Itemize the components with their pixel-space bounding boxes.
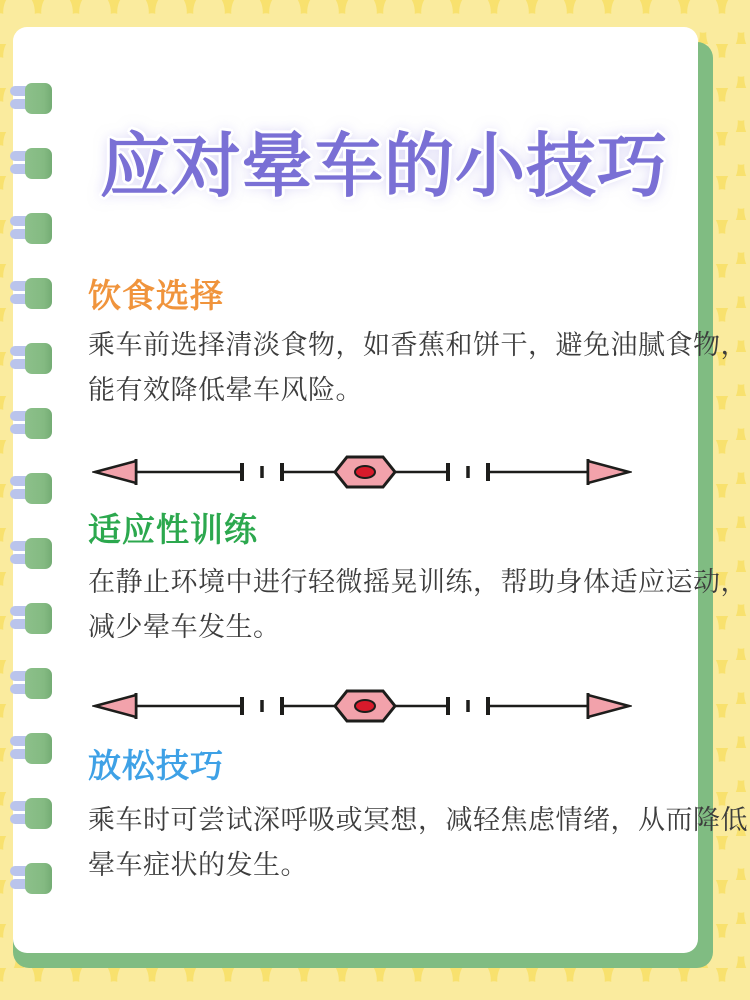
clip-body bbox=[25, 668, 52, 699]
binder-clip bbox=[10, 473, 52, 504]
binder-clip bbox=[10, 278, 52, 309]
clip-body bbox=[25, 798, 52, 829]
section-body-line: 乘车前选择清淡食物，如香蕉和饼干，避免油腻食物， bbox=[88, 330, 748, 360]
divider-hexagon-icon bbox=[335, 691, 395, 721]
divider-right-arrow-icon bbox=[588, 459, 629, 485]
divider-hexagon-icon bbox=[335, 457, 395, 487]
section-heading-training: 适应性训练 bbox=[88, 511, 258, 548]
binder-clip bbox=[10, 603, 52, 634]
clip-body bbox=[25, 148, 52, 179]
divider-left-arrow-icon bbox=[95, 693, 136, 719]
binder-clip bbox=[10, 863, 52, 894]
binder-clip bbox=[10, 408, 52, 439]
section-heading-diet: 饮食选择 bbox=[88, 277, 224, 314]
clip-body bbox=[25, 83, 52, 114]
clip-body bbox=[25, 473, 52, 504]
binder-clip bbox=[10, 538, 52, 569]
binder-clip bbox=[10, 213, 52, 244]
binder-clip bbox=[10, 343, 52, 374]
divider-ticks-right bbox=[448, 697, 488, 715]
section-body-line: 能有效降低晕车风险。 bbox=[88, 375, 363, 405]
divider-right-arrow-icon bbox=[588, 693, 629, 719]
binder-clip bbox=[10, 798, 52, 829]
divider-ticks-left bbox=[242, 463, 282, 481]
clip-body bbox=[25, 603, 52, 634]
clip-body bbox=[25, 733, 52, 764]
divider-ticks-right bbox=[448, 463, 488, 481]
clip-body bbox=[25, 863, 52, 894]
binder-clip bbox=[10, 733, 52, 764]
clip-body bbox=[25, 343, 52, 374]
section-body-line: 晕车症状的发生。 bbox=[88, 850, 308, 880]
clip-body bbox=[25, 278, 52, 309]
clip-body bbox=[25, 408, 52, 439]
binder-clip bbox=[10, 668, 52, 699]
divider-ticks-left bbox=[242, 697, 282, 715]
page-title: 应对晕车的小技巧 bbox=[100, 126, 668, 205]
clip-body bbox=[25, 538, 52, 569]
arrow-divider bbox=[92, 454, 632, 490]
clip-body bbox=[25, 213, 52, 244]
binder-clip bbox=[10, 83, 52, 114]
arrow-divider bbox=[92, 688, 632, 724]
section-body-line: 减少晕车发生。 bbox=[88, 612, 281, 642]
binder-clip bbox=[10, 148, 52, 179]
section-heading-relaxation: 放松技巧 bbox=[88, 747, 224, 784]
divider-left-arrow-icon bbox=[95, 459, 136, 485]
section-body-line: 乘车时可尝试深呼吸或冥想，减轻焦虑情绪，从而降低 bbox=[88, 805, 748, 835]
section-body-line: 在静止环境中进行轻微摇晃训练，帮助身体适应运动， bbox=[88, 567, 748, 597]
